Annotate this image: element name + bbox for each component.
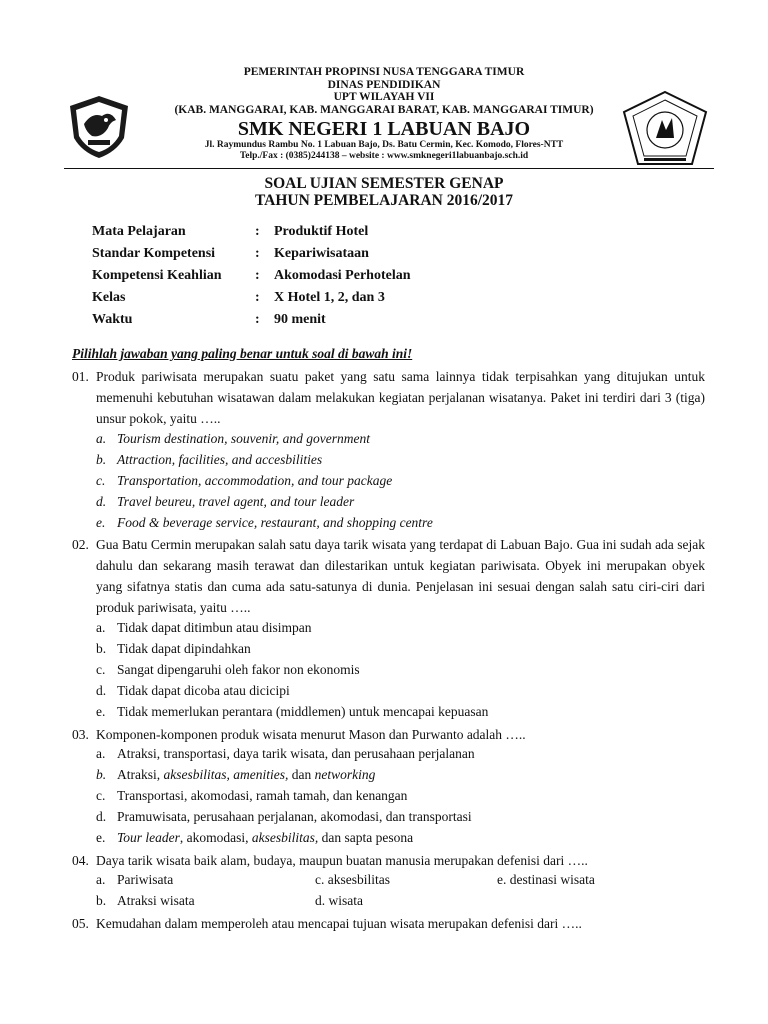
option-letter: e.: [96, 704, 106, 719]
info-label: Standar Kompetensi: [92, 246, 216, 261]
option-text-italic: networking: [314, 767, 376, 782]
option-letter: b.: [96, 452, 107, 467]
option-letter: a.: [96, 872, 106, 887]
info-colon: :: [255, 224, 260, 239]
school-emblem-icon: [622, 90, 708, 166]
option-text: Atraksi wisata: [117, 893, 195, 908]
option-text: Tidak dapat dicoba atau dicicipi: [117, 683, 290, 698]
question-1: [72, 366, 705, 429]
option-text: d. wisata: [315, 893, 363, 908]
info-value: Kepariwisataan: [274, 246, 369, 261]
provincial-crest-icon: [66, 94, 132, 160]
option-letter: a.: [96, 431, 107, 446]
school-name: SMK NEGERI 1 LABUAN BAJO: [237, 118, 531, 140]
option-text: Tourism destination, souvenir, and government: [117, 431, 370, 446]
question-2: [72, 534, 705, 618]
question-text: Daya tarik wisata baik alam, budaya, maupun buatan manusia merupakan defenisi dari …..: [96, 853, 588, 868]
question-number: 04.: [72, 853, 89, 868]
info-value: Akomodasi Perhotelan: [274, 268, 411, 283]
option-letter: e.: [96, 515, 106, 530]
option-letter: c.: [96, 473, 106, 488]
question-number: 01.: [72, 369, 89, 384]
option-text: Attraction, facilities, and accesbilities: [117, 452, 323, 467]
option-text: Tidak memerlukan perantara (middlemen) untuk mencapai kepuasan: [117, 704, 489, 719]
question-number: 05.: [72, 916, 89, 931]
letterhead: [62, 66, 712, 166]
info-value: 90 menit: [274, 312, 326, 327]
option-text-italic: aksesbilitas, amenities,: [163, 767, 289, 782]
instruction: Pilihlah jawaban yang paling benar untuk soal di bawah ini!: [72, 346, 413, 361]
exam-title: SOAL UJIAN SEMESTER GENAP: [264, 175, 504, 192]
option-letter: e.: [96, 830, 106, 845]
info-label: Kompetensi Keahlian: [92, 268, 222, 283]
option-text: e. destinasi wisata: [497, 872, 595, 887]
option-letter: a.: [96, 620, 106, 635]
option[interactable]: [315, 872, 390, 888]
option-text: Pramuwisata, perusahaan perjalanan, akomodasi, dan transportasi: [117, 809, 472, 824]
option-letter: b.: [96, 641, 107, 656]
info-value: X Hotel 1, 2, dan 3: [274, 290, 385, 305]
info-colon: :: [255, 312, 260, 327]
option-text-plain: dan: [288, 767, 315, 782]
question-text: Produk pariwisata merupakan suatu paket yang satu sama lainnya tidak terpisahkan yang ditujukan untuk memenuhi kebutuhan wisatawan dalam melakukan kegiatan perjalanan wisatanya. Paket ini terdiri dari 3 (tiga) unsur pokok, yaitu …..: [96, 369, 705, 426]
option-letter: b.: [96, 767, 107, 782]
government-line: PEMERINTAH PROPINSI NUSA TENGGARA TIMUR: [243, 66, 525, 78]
option-letter: d.: [96, 494, 107, 509]
option-text-plain: Atraksi,: [117, 767, 164, 782]
info-colon: :: [255, 246, 260, 261]
option-text: Atraksi, transportasi, daya tarik wisata, dan perusahaan perjalanan: [117, 746, 475, 761]
info-value: Produktif Hotel: [274, 224, 369, 239]
option-text: c. aksesbilitas: [315, 872, 390, 887]
question-5: [72, 913, 705, 934]
option-text: Transportation, accommodation, and tour package: [117, 473, 393, 488]
question-text: Kemudahan dalam memperoleh atau mencapai tujuan wisata merupakan defenisi dari …..: [96, 916, 582, 931]
option-letter: d.: [96, 809, 107, 824]
department-line: DINAS PENDIDIKAN: [327, 78, 441, 91]
info-label: Waktu: [92, 312, 133, 327]
option[interactable]: [315, 893, 363, 909]
option-text: Food & beverage service, restaurant, and shopping centre: [117, 515, 433, 530]
option-text: Tidak dapat ditimbun atau disimpan: [117, 620, 312, 635]
info-colon: :: [255, 290, 260, 305]
option-letter: c.: [96, 788, 106, 803]
option-letter: c.: [96, 662, 106, 677]
school-contact: Telp./Fax : (0385)244138 – website : www.smknegeri1labuanbajo.sch.id: [239, 151, 529, 161]
option-letter: a.: [96, 746, 106, 761]
letterhead-text: [134, 66, 634, 162]
upt-line: UPT WILAYAH VII: [333, 91, 435, 103]
option-text: [117, 767, 375, 783]
info-label: Mata Pelajaran: [92, 224, 186, 239]
academic-year: TAHUN PEMBELAJARAN 2016/2017: [254, 192, 514, 209]
school-address: Jl. Raymundus Rambu No. 1 Labuan Bajo, Ds. Batu Cermin, Kec. Komodo, Flores-NTT: [204, 140, 564, 150]
question-number: 02.: [72, 537, 89, 552]
question-4: [72, 850, 705, 871]
regency-line: (KAB. MANGGARAI, KAB. MANGGARAI BARAT, KAB. MANGGARAI TIMUR): [174, 103, 594, 116]
option-text-plain: dan sapta pesona: [318, 830, 414, 845]
header-rule: [64, 168, 714, 169]
option-text: Transportasi, akomodasi, ramah tamah, dan kenangan: [117, 788, 408, 803]
question-number: 03.: [72, 727, 89, 742]
option-text-italic: Tour leader: [117, 830, 180, 845]
question-text: Gua Batu Cermin merupakan salah satu daya tarik wisata yang terdapat di Labuan Bajo. Gua ini sudah ada sejak dahulu dan sekarang masih terawat dan dilestarikan untuk kegiatan pariwisata. Obyek ini merupakan obyek yang sifatnya statis dan cuma ada satu-satunya di dunia. Penjelasan ini sesuai dengan salah satu ciri-ciri dari produk pariwisata, yaitu …..: [96, 537, 705, 615]
option-text-italic: aksesbilitas,: [251, 830, 319, 845]
option-text: Travel beureu, travel agent, and tour leader: [117, 494, 355, 509]
option-text: [117, 830, 413, 846]
info-colon: :: [255, 268, 260, 283]
option-letter: d.: [96, 683, 107, 698]
question-3: [72, 724, 705, 745]
option[interactable]: [497, 872, 595, 888]
option-text: Sangat dipengaruhi oleh fakor non ekonomis: [117, 662, 360, 677]
option-text-plain: , akomodasi,: [179, 830, 252, 845]
question-text: Komponen-komponen produk wisata menurut Mason dan Purwanto adalah …..: [96, 727, 526, 742]
option-letter: b.: [96, 893, 107, 908]
info-label: Kelas: [92, 290, 126, 305]
option-text: Tidak dapat dipindahkan: [117, 641, 251, 656]
option-text: Pariwisata: [117, 872, 174, 887]
